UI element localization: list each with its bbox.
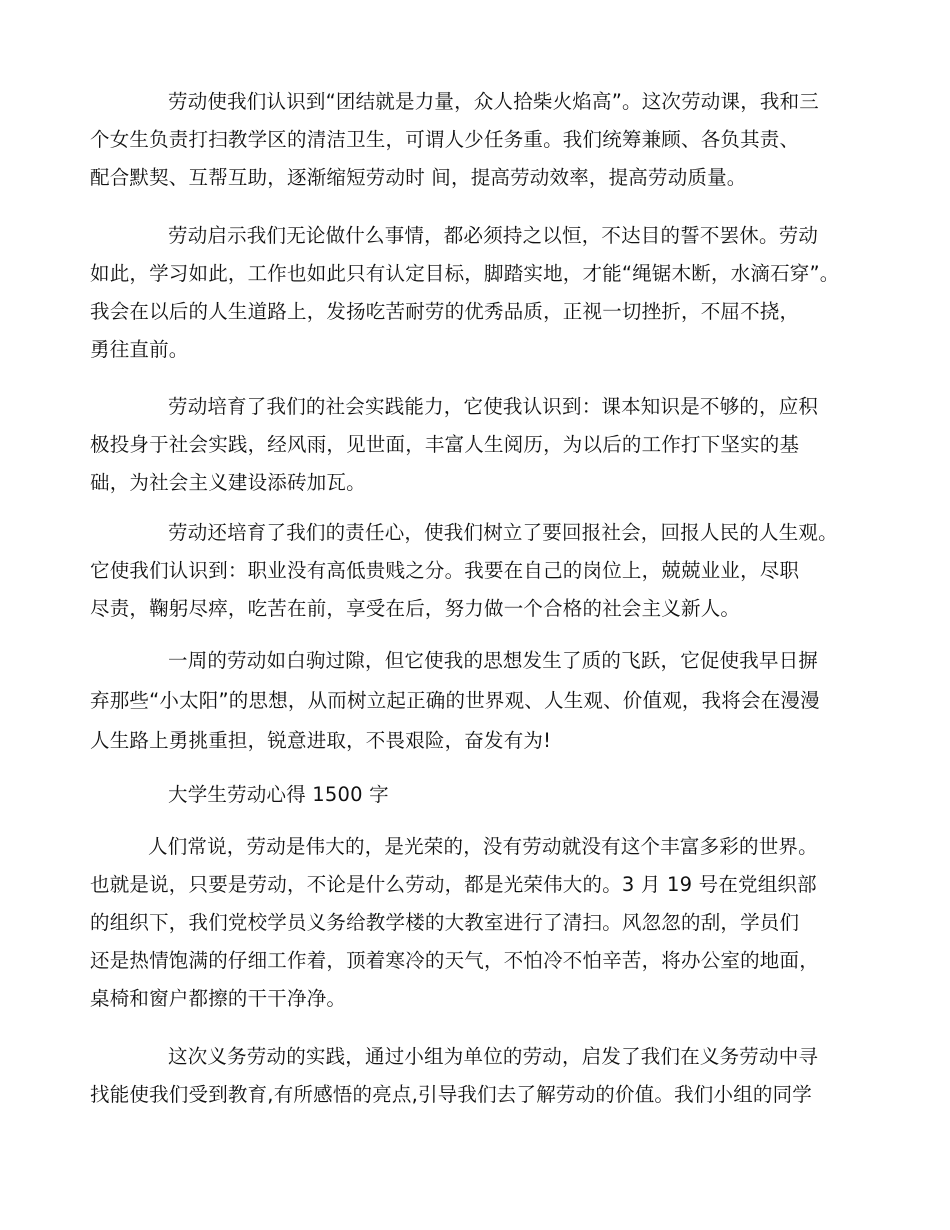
text-line: 桌椅和窗户都擦的干干净净。	[90, 987, 347, 1010]
text-line: 也就是说，只要是劳动，不论是什么劳动，都是光荣伟大的。3 月 19 号在党组织部	[90, 873, 817, 896]
text-line: 一周的劳动如白驹过隙，但它使我的思想发生了质的飞跃，它促使我早日摒	[168, 649, 819, 672]
text-line: 还是热情饱满的仔细工作着，顶着寒冷的天气，不怕冷不怕辛苦，将办公室的地面，	[90, 949, 819, 972]
text-line: 的组织下，我们党校学员义务给教学楼的大教室进行了清扫。风忽忽的刮，学员们	[90, 911, 800, 934]
text-line: 它使我们认识到：职业没有高低贵贱之分。我要在自己的岗位上，兢兢业业，尽职	[90, 559, 800, 582]
text-line: 如此，学习如此，工作也如此只有认定目标，脚踏实地，才能“绳锯木断，水滴石穿”。	[90, 262, 840, 285]
text-line: 我会在以后的人生道路上，发扬吃苦耐劳的优秀品质，正视一切挫折，不屈不挠，	[90, 300, 800, 323]
text-line: 人们常说，劳动是伟大的，是光荣的，没有劳动就没有这个丰富多彩的世界。	[148, 835, 818, 858]
text-line: 劳动还培育了我们的责任心，使我们树立了要回报社会，回报人民的人生观。	[168, 521, 838, 544]
text-line: 这次义务劳动的实践，通过小组为单位的劳动，启发了我们在义务劳动中寻	[168, 1045, 819, 1068]
text-line: 找能使我们受到教育,有所感悟的亮点,引导我们去了解劳动的价值。我们小组的同学	[90, 1083, 812, 1106]
text-line: 极投身于社会实践，经风雨，见世面，丰富人生阅历，为以后的工作打下坚实的基	[90, 433, 800, 456]
text-line: 尽责，鞠躬尽瘁，吃苦在前，享受在后，努力做一个合格的社会主义新人。	[90, 597, 741, 620]
text-line: 弃那些“小太阳”的思想，从而树立起正确的世界观、人生观、价值观，我将会在漫漫	[90, 689, 820, 712]
text-line: 劳动培育了我们的社会实践能力，它使我认识到：课本知识是不够的，应积	[168, 395, 819, 418]
text-line: 配合默契、互帮互助，逐渐缩短劳动时 间，提高劳动效率，提高劳动质量。	[90, 166, 747, 189]
text-line: 劳动启示我们无论做什么事情，都必须持之以恒，不达目的誓不罢休。劳动	[168, 224, 819, 247]
text-line: 人生路上勇挑重担，锐意进取，不畏艰险，奋发有为!	[90, 729, 552, 752]
text-line: 勇往直前。	[90, 338, 189, 361]
section-heading: 大学生劳动心得 1500 字	[168, 783, 389, 806]
text-line: 劳动使我们认识到“团结就是力量，众人拾柴火焰高”。这次劳动课，我和三	[168, 90, 820, 113]
text-line: 个女生负责打扫教学区的清洁卫生，可谓人少任务重。我们统筹兼顾、各负其责、	[90, 128, 800, 151]
text-line: 础，为社会主义建设添砖加瓦。	[90, 471, 366, 494]
